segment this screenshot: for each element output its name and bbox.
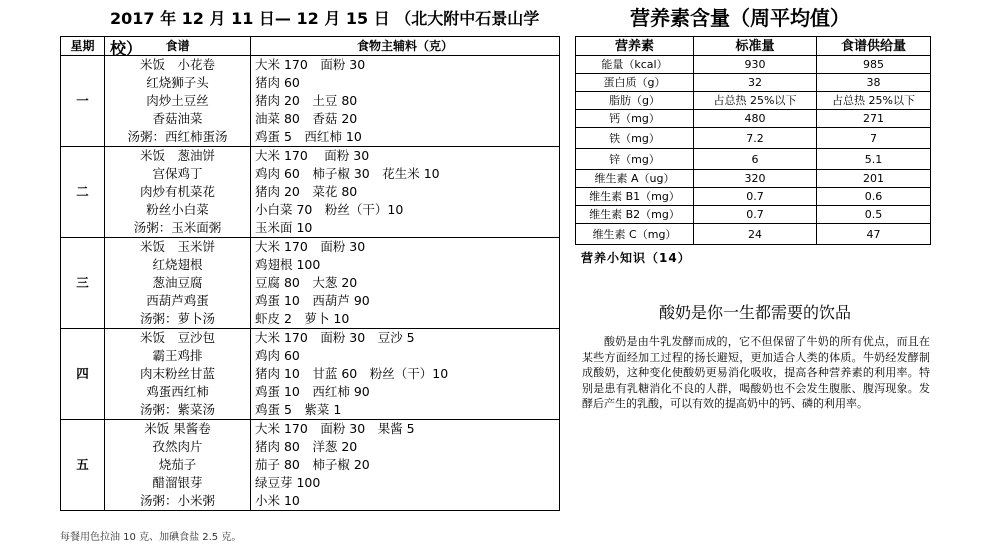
recipe-item: 鸡蛋西红柿 bbox=[146, 384, 209, 399]
weekday-cell: 一 bbox=[61, 56, 105, 147]
nutrient-std-cell: 占总热 25%以下 bbox=[694, 92, 817, 110]
article-body: 酸奶是由牛乳发酵而成的，它不但保留了牛奶的所有优点，而且在某些方面经加工过程的扬长避短，更加适合人类的体质。牛奶经发酵制成酸奶，这种变化使酸奶更易消化吸收，提高各种营养素的利用率。特别是患有乳糖消化不良的人群，喝酸奶也不会发生腹胀、腹泻现象。发酵后产生的乳酸，可以有效的提高奶中的钙、磷的利用率。 bbox=[582, 335, 930, 410]
nutrition-header-row bbox=[576, 37, 931, 56]
nutrient-name-cell: 脂肪（g） bbox=[576, 92, 694, 110]
nutrient-row bbox=[576, 110, 931, 128]
ingredient-item: 虾皮 2 萝卜 10 bbox=[255, 311, 350, 326]
ingredient-item: 猪肉 20 菜花 80 bbox=[255, 184, 358, 199]
ingredient-item: 鸡蛋 10 西红柿 90 bbox=[255, 384, 370, 399]
weekday-cell: 四 bbox=[61, 329, 105, 420]
nutrient-name-cell: 能量（kcal） bbox=[576, 56, 694, 74]
ingredients-header: 食物主辅料（克） bbox=[251, 37, 560, 56]
nutrient-supply-cell: 7 bbox=[817, 128, 931, 149]
weekday-cell: 二 bbox=[61, 147, 105, 238]
recipe-item: 米饭 小花卷 bbox=[139, 57, 215, 72]
ingredient-item: 小米 10 bbox=[255, 493, 300, 508]
recipe-item: 米饭 豆沙包 bbox=[139, 330, 215, 345]
ingredient-item: 鸡翅根 100 bbox=[255, 257, 321, 272]
nutrient-row bbox=[576, 56, 931, 74]
recipe-header: 食谱 bbox=[105, 37, 251, 56]
nutrient-name-cell: 锌（mg） bbox=[576, 149, 694, 170]
nutrient-std-cell: 320 bbox=[694, 170, 817, 188]
ingredient-item: 大米 170 面粉 30 果酱 5 bbox=[255, 421, 415, 436]
menu-day-row bbox=[61, 420, 560, 511]
recipe-item: 汤粥：小米粥 bbox=[139, 493, 215, 508]
ingredient-item: 猪肉 80 洋葱 20 bbox=[255, 439, 358, 454]
ingredients-cell bbox=[251, 147, 560, 238]
recipe-cell bbox=[105, 420, 251, 511]
menu-day-row bbox=[61, 56, 560, 147]
nutrient-supply-cell: 0.6 bbox=[817, 188, 931, 206]
nutrient-row bbox=[576, 92, 931, 110]
recipe-item: 粉丝小白菜 bbox=[146, 202, 209, 217]
standard-header: 标准量 bbox=[694, 37, 817, 56]
nutrient-std-cell: 7.2 bbox=[694, 128, 817, 149]
recipe-cell bbox=[105, 56, 251, 147]
weekday-header: 星期 bbox=[61, 37, 105, 56]
ingredient-item: 大米 170 面粉 30 豆沙 5 bbox=[255, 330, 415, 345]
nutrient-name-cell: 维生素 B2（mg） bbox=[576, 206, 694, 224]
nutrient-std-cell: 6 bbox=[694, 149, 817, 170]
nutrient-row bbox=[576, 188, 931, 206]
recipe-item: 汤粥：紫菜汤 bbox=[139, 402, 215, 417]
ingredient-item: 大米 170 面粉 30 bbox=[255, 148, 370, 163]
nutrient-supply-cell: 271 bbox=[817, 110, 931, 128]
nutrient-row bbox=[576, 128, 931, 149]
nutrient-name-cell: 铁（mg） bbox=[576, 128, 694, 149]
nutrient-std-cell: 480 bbox=[694, 110, 817, 128]
ingredients-cell bbox=[251, 420, 560, 511]
recipe-cell bbox=[105, 329, 251, 420]
recipe-item: 汤粥：萝卜汤 bbox=[139, 311, 215, 326]
nutrient-supply-cell: 0.5 bbox=[817, 206, 931, 224]
weekday-cell: 三 bbox=[61, 238, 105, 329]
supply-header: 食谱供给量 bbox=[817, 37, 931, 56]
menu-header-row bbox=[61, 37, 560, 56]
recipe-item: 米饭 葱油饼 bbox=[139, 148, 215, 163]
ingredient-item: 油菜 80 香菇 20 bbox=[255, 111, 358, 126]
nutrient-supply-cell: 38 bbox=[817, 74, 931, 92]
ingredient-item: 大米 170 面粉 30 bbox=[255, 239, 366, 254]
nutrition-title: 营养素含量（周平均值） bbox=[630, 6, 850, 30]
ingredient-item: 小白菜 70 粉丝（干）10 bbox=[255, 202, 404, 217]
menu-day-row bbox=[61, 329, 560, 420]
ingredient-item: 鸡肉 60 bbox=[255, 348, 300, 363]
menu-title: 2017 年 12 月 11 日— 12 月 15 日 （北大附中石景山学校） bbox=[110, 9, 540, 58]
recipe-cell bbox=[105, 147, 251, 238]
ingredient-item: 茄子 80 柿子椒 20 bbox=[255, 457, 370, 472]
nutrient-std-cell: 32 bbox=[694, 74, 817, 92]
recipe-item: 肉末粉丝甘蓝 bbox=[139, 366, 215, 381]
ingredients-cell bbox=[251, 329, 560, 420]
tips-label: 营养小知识（14） bbox=[581, 251, 691, 265]
recipe-cell bbox=[105, 238, 251, 329]
nutrient-std-cell: 930 bbox=[694, 56, 817, 74]
ingredient-item: 绿豆芽 100 bbox=[255, 475, 321, 490]
menu-day-row bbox=[61, 147, 560, 238]
recipe-item: 霸王鸡排 bbox=[152, 348, 203, 363]
nutrient-name-cell: 维生素 B1（mg） bbox=[576, 188, 694, 206]
recipe-item: 肉炒土豆丝 bbox=[146, 93, 209, 108]
nutrient-std-cell: 0.7 bbox=[694, 188, 817, 206]
recipe-item: 香菇油菜 bbox=[152, 111, 203, 126]
menu-day-row bbox=[61, 238, 560, 329]
recipe-item: 葱油豆腐 bbox=[152, 275, 203, 290]
recipe-item: 烧茄子 bbox=[158, 457, 197, 472]
nutrient-name-cell: 维生素 A（ug） bbox=[576, 170, 694, 188]
recipe-item: 红烧翅根 bbox=[152, 257, 203, 272]
recipe-item: 醋溜银芽 bbox=[152, 475, 203, 490]
nutrient-row bbox=[576, 224, 931, 245]
ingredient-item: 猪肉 20 土豆 80 bbox=[255, 93, 358, 108]
weekly-menu-table bbox=[60, 36, 560, 511]
recipe-item: 米饭 果酱卷 bbox=[144, 421, 211, 436]
ingredients-cell bbox=[251, 238, 560, 329]
recipe-item: 孜然肉片 bbox=[152, 439, 203, 454]
nutrient-row bbox=[576, 149, 931, 170]
ingredient-item: 鸡蛋 10 西葫芦 90 bbox=[255, 293, 370, 308]
ingredient-item: 鸡蛋 5 紫菜 1 bbox=[255, 402, 342, 417]
nutrient-supply-cell: 201 bbox=[817, 170, 931, 188]
recipe-item: 米饭 玉米饼 bbox=[139, 239, 215, 254]
nutrient-row bbox=[576, 74, 931, 92]
recipe-item: 西葫芦鸡蛋 bbox=[146, 293, 209, 308]
ingredient-item: 玉米面 10 bbox=[255, 220, 313, 235]
nutrient-header: 营养素 bbox=[576, 37, 694, 56]
nutrient-std-cell: 0.7 bbox=[694, 206, 817, 224]
nutrient-supply-cell: 985 bbox=[817, 56, 931, 74]
ingredient-item: 猪肉 10 甘蓝 60 粉丝（干）10 bbox=[255, 366, 449, 381]
ingredient-item: 鸡肉 60 柿子椒 30 花生米 10 bbox=[255, 166, 440, 181]
nutrient-name-cell: 钙（mg） bbox=[576, 110, 694, 128]
nutrient-name-cell: 蛋白质（g） bbox=[576, 74, 694, 92]
recipe-item: 红烧狮子头 bbox=[146, 75, 209, 90]
recipe-item: 汤粥：西红柿蛋汤 bbox=[127, 129, 228, 144]
ingredients-cell bbox=[251, 56, 560, 147]
ingredient-item: 豆腐 80 大葱 20 bbox=[255, 275, 358, 290]
nutrient-supply-cell: 5.1 bbox=[817, 149, 931, 170]
nutrient-supply-cell: 占总热 25%以下 bbox=[817, 92, 931, 110]
nutrient-name-cell: 维生素 C（mg） bbox=[576, 224, 694, 245]
ingredient-item: 大米 170 面粉 30 bbox=[255, 57, 366, 72]
recipe-item: 肉炒有机菜花 bbox=[139, 184, 215, 199]
ingredient-item: 猪肉 60 bbox=[255, 75, 300, 90]
menu-footnote: 每餐用色拉油 10 克、加碘食盐 2.5 克。 bbox=[60, 532, 242, 543]
nutrient-row bbox=[576, 206, 931, 224]
weekday-cell: 五 bbox=[61, 420, 105, 511]
ingredient-item: 鸡蛋 5 西红柿 10 bbox=[255, 129, 362, 144]
recipe-item: 宫保鸡丁 bbox=[152, 166, 203, 181]
nutrient-supply-cell: 47 bbox=[817, 224, 931, 245]
article-title: 酸奶是你一生都需要的饮品 bbox=[658, 303, 851, 322]
recipe-item: 汤粥：玉米面粥 bbox=[133, 220, 222, 235]
nutrition-table bbox=[575, 36, 931, 245]
nutrient-std-cell: 24 bbox=[694, 224, 817, 245]
nutrient-row bbox=[576, 170, 931, 188]
